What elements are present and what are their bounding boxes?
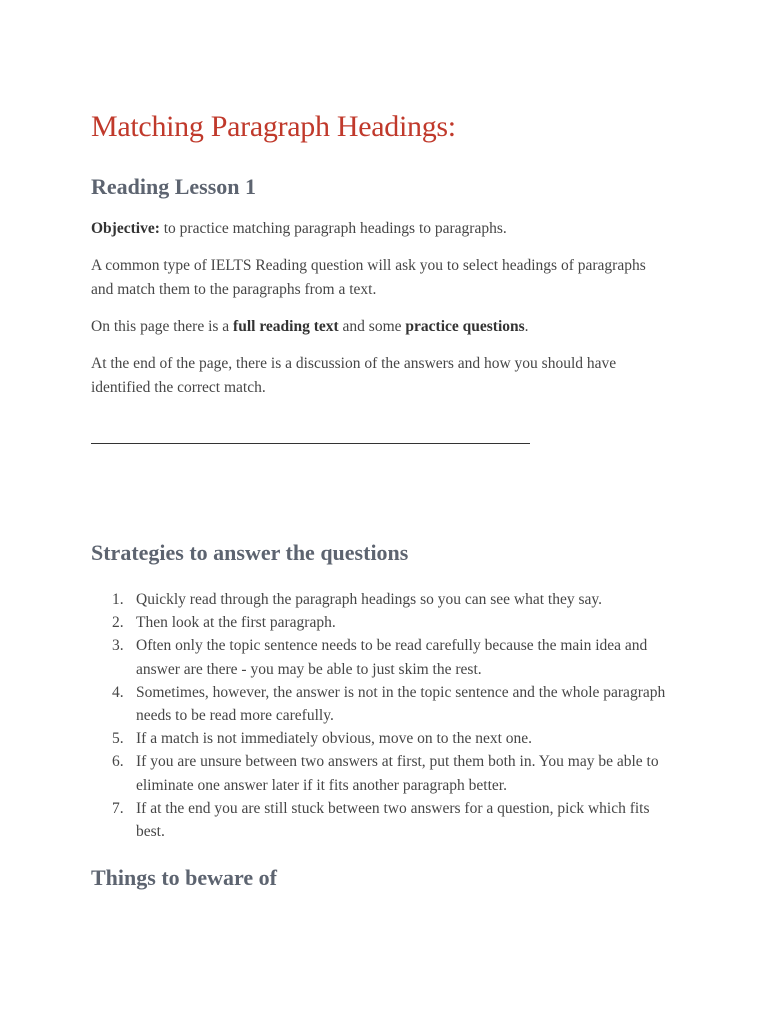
list-number: 4. bbox=[112, 683, 124, 701]
list-item bbox=[91, 681, 681, 727]
list-number: 2. bbox=[112, 614, 124, 632]
list-item bbox=[91, 727, 681, 750]
intro-paragraph: A common type of IELTS Reading question will ask you to select headings of paragraphs and match them to the paragraphs from a text. bbox=[91, 257, 646, 298]
list-item bbox=[91, 750, 681, 796]
page-title: Matching Paragraph Headings: bbox=[91, 110, 456, 143]
horizontal-divider bbox=[91, 443, 530, 444]
list-number: 6. bbox=[112, 753, 124, 771]
lesson-heading: Reading Lesson 1 bbox=[91, 174, 257, 199]
list-item bbox=[91, 634, 681, 680]
list-item-text: If at the end you are still stuck between two answers for a question, pick which fits best. bbox=[136, 799, 650, 841]
full-reading-text-label: full reading text bbox=[233, 318, 339, 335]
list-item-text: Then look at the first paragraph. bbox=[136, 614, 336, 632]
strategies-heading: Strategies to answer the questions bbox=[91, 540, 409, 565]
objective-label: Objective: bbox=[91, 220, 160, 237]
objective-text: to practice matching paragraph headings to paragraphs. bbox=[159, 220, 507, 237]
page-info-prefix: On this page there is a bbox=[91, 318, 234, 335]
list-item bbox=[91, 797, 681, 843]
list-item bbox=[91, 588, 681, 611]
list-item-text: If you are unsure between two answers at first, put them both in. You may be able to eliminate one answer later if it fits another paragraph better. bbox=[136, 753, 659, 794]
strategies-list bbox=[91, 588, 681, 843]
page-info-suffix: . bbox=[524, 318, 529, 335]
list-item-text: Often only the topic sentence needs to be read carefully because the main idea and answer are there - you may be able to just skim the rest. bbox=[136, 637, 648, 678]
end-paragraph: At the end of the page, there is a discussion of the answers and how you should have identified the correct match. bbox=[91, 355, 617, 396]
list-item-text: Sometimes, however, the answer is not in the topic sentence and the whole paragraph needs to be read more carefully. bbox=[136, 683, 666, 725]
page-info-middle: and some bbox=[338, 318, 406, 335]
list-number: 5. bbox=[112, 730, 124, 748]
list-number: 1. bbox=[112, 591, 124, 608]
list-number: 3. bbox=[112, 637, 124, 655]
list-item bbox=[91, 611, 681, 634]
page-info-paragraph bbox=[91, 315, 671, 339]
objective-paragraph bbox=[91, 217, 671, 241]
list-item-text: Quickly read through the paragraph headings so you can see what they say. bbox=[136, 591, 602, 608]
list-number: 7. bbox=[112, 799, 124, 817]
list-item-text: If a match is not immediately obvious, move on to the next one. bbox=[136, 730, 533, 748]
practice-questions-label: practice questions bbox=[405, 318, 525, 335]
beware-heading: Things to beware of bbox=[91, 865, 277, 890]
